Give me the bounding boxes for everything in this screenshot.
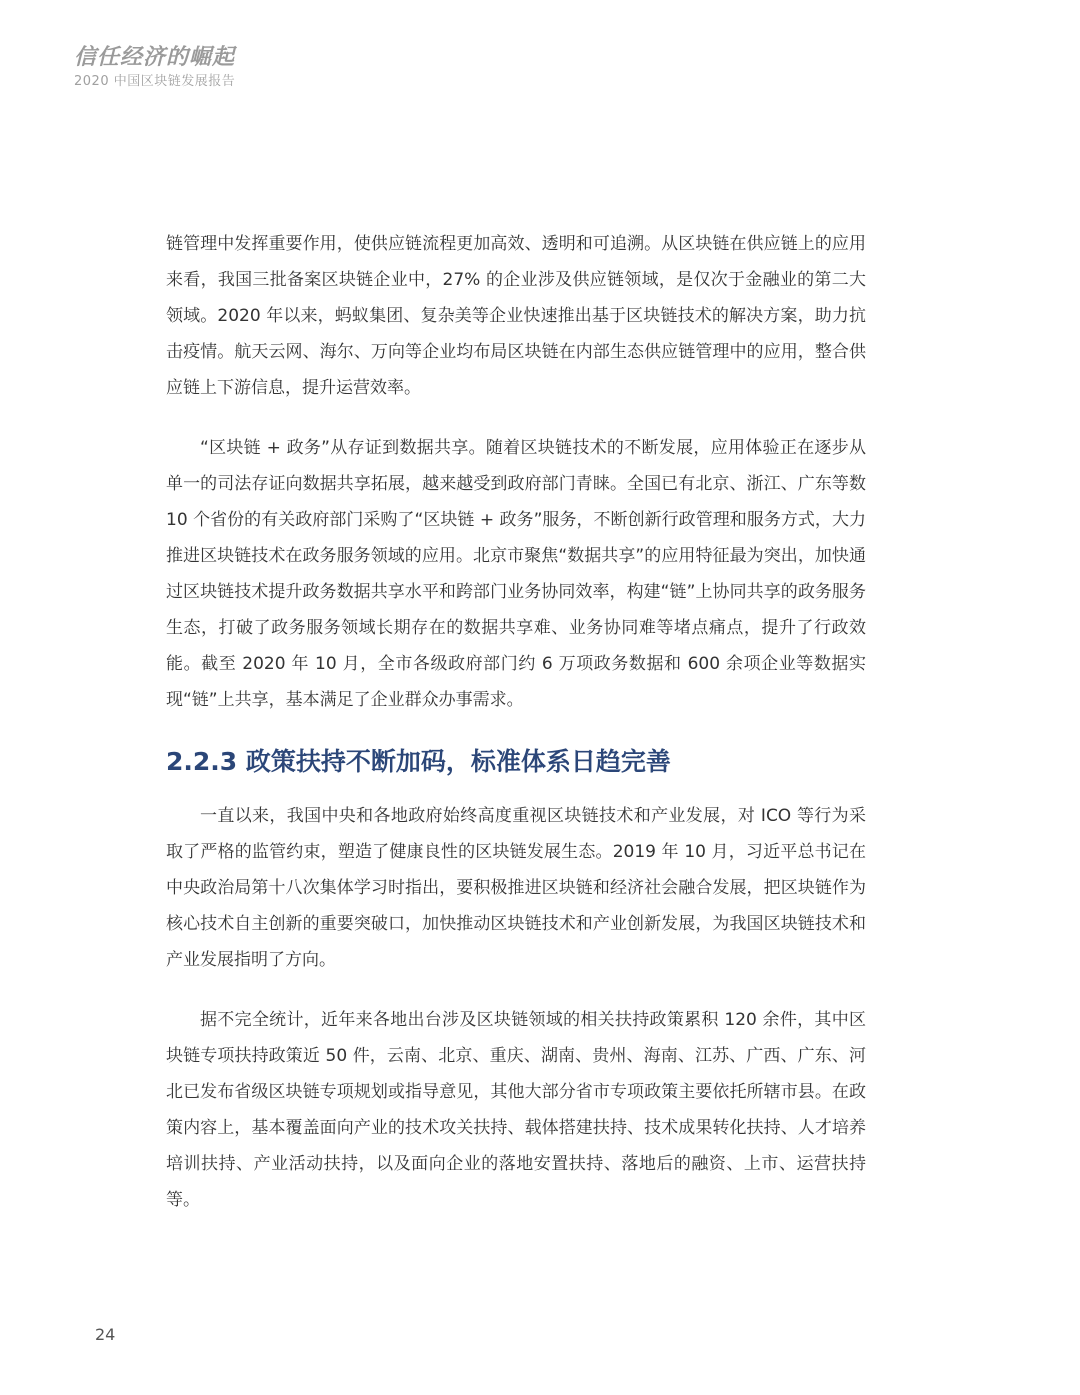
paragraph-policy-statistics: 据不完全统计，近年来各地出台涉及区块链领域的相关扶持政策累积 120 余件，其中区块链专项扶持政策近 50 件，云南、北京、重庆、湖南、贵州、海南、江苏、广西、广东、河北已发布省级区块链专项规划或指导意见，其他大部分省市专项政策主要依托所辖市县。在政策内容上，基本覆盖面向产业的技术攻关扶持、载体搭建扶持、技术成果转化扶持、人才培养培训扶持、产业活动扶持，以及面向企业的落地安置扶持、落地后的融资、上市、运营扶持等。 <box>166 1010 866 1210</box>
page-body <box>166 226 866 1218</box>
paragraph-government-services: “区块链 + 政务”从存证到数据共享。随着区块链技术的不断发展，应用体验正在逐步从单一的司法存证向数据共享拓展，越来越受到政府部门青睐。全国已有北京、浙江、广东等数 10 个省份的有关政府部门采购了“区块链 + 政务”服务，不断创新行政管理和服务方式，大力推进区块链技术在政务服务领域的应用。北京市聚焦“数据共享”的应用特征最为突出，加快通过区块链技术提升政务数据共享水平和跨部门业务协同效率，构建“链”上协同共享的政务服务生态，打破了政务服务领域长期存在的数据共享难、业务协同难等堵点痛点，提升了行政效能。截至 2020 年 10 月，全市各级政府部门约 6 万项政务数据和 600 余项企业等数据实现“链”上共享，基本满足了企业群众办事需求。 <box>166 438 866 710</box>
running-header <box>74 44 235 90</box>
page-number: 24 <box>95 1325 116 1344</box>
paragraph-policy-support: 一直以来，我国中央和各地政府始终高度重视区块链技术和产业发展，对 ICO 等行为采取了严格的监管约束，塑造了健康良性的区块链发展生态。2019 年 10 月，习近平总书记在中央政治局第十八次集体学习时指出，要积极推进区块链和经济社会融合发展，把区块链作为核心技术自主创新的重要突破口，加快推动区块链技术和产业创新发展，为我国区块链技术和产业发展指明了方向。 <box>166 806 866 970</box>
report-title: 信任经济的崛起 <box>74 45 236 70</box>
section-heading: 2.2.3 政策扶持不断加码，标准体系日趋完善 <box>166 747 671 776</box>
paragraph-supply-chain: 链管理中发挥重要作用，使供应链流程更加高效、透明和可追溯。从区块链在供应链上的应用来看，我国三批备案区块链企业中，27% 的企业涉及供应链领域，是仅次于金融业的第二大领域。2020 年以来，蚂蚁集团、复杂美等企业快速推出基于区块链技术的解决方案，助力抗击疫情。航天云网、海尔、万向等企业均布局区块链在内部生态供应链管理中的应用，整合供应链上下游信息，提升运营效率。 <box>166 234 866 398</box>
report-subtitle: 2020 中国区块链发展报告 <box>74 74 236 89</box>
